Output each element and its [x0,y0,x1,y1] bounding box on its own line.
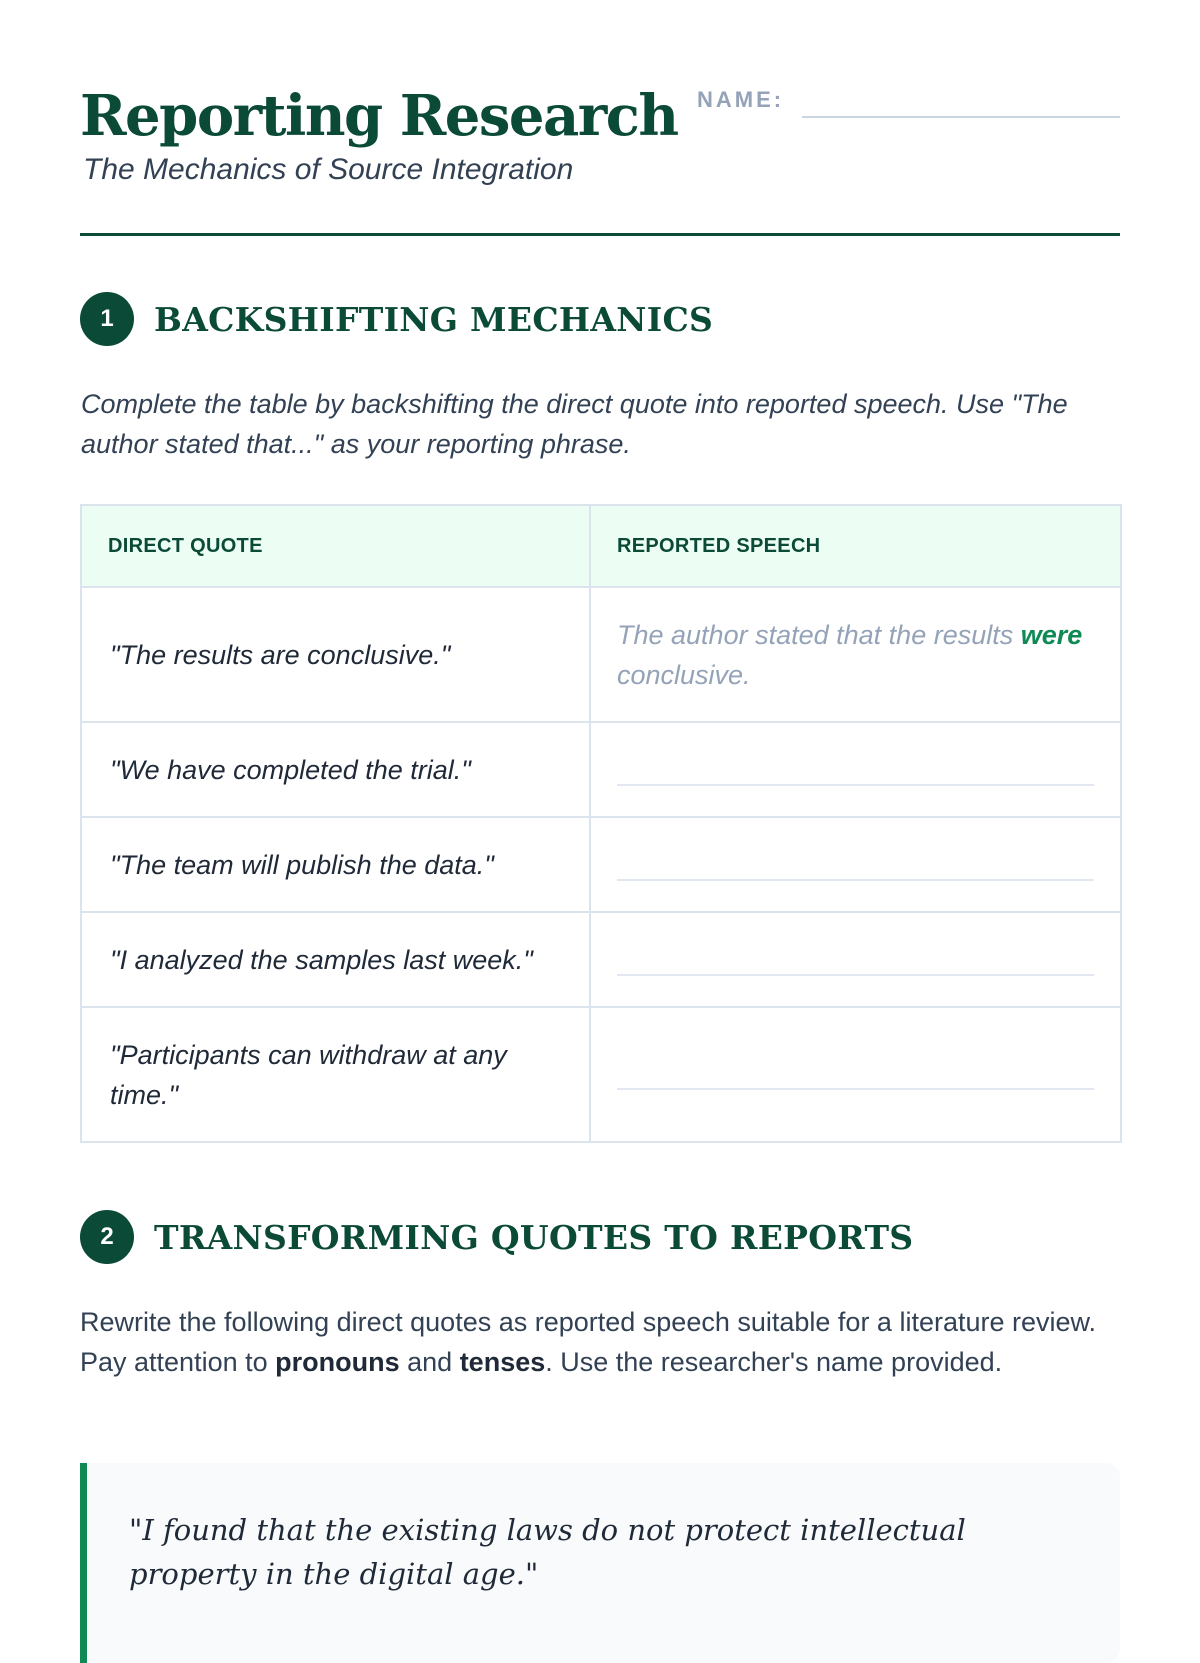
column-header-direct-quote: DIRECT QUOTE [81,505,590,587]
reported-speech-answer-cell[interactable] [590,1007,1121,1142]
backshifting-table [80,504,1122,1143]
reported-speech-answer-cell[interactable] [590,817,1121,912]
name-field-line[interactable] [802,116,1120,118]
section-2-heading [80,1210,913,1264]
reported-speech-answer-cell[interactable] [590,912,1121,1007]
section-number-badge: 2 [80,1210,134,1264]
table-header-row [81,505,1121,587]
section-title: BACKSHIFTING MECHANICS [154,299,714,339]
example-answer-cell [590,587,1121,722]
table-row [81,1007,1121,1142]
direct-quote-cell: "The team will publish the data." [81,817,590,912]
section-1-heading [80,292,713,346]
backshifted-verb: were [1020,619,1083,650]
table-row [81,817,1121,912]
answer-line[interactable] [617,784,1094,786]
table-row [81,722,1121,817]
answer-line[interactable] [617,974,1094,976]
direct-quote-cell: "The results are conclusive." [81,587,590,722]
direct-quote-cell: "I analyzed the samples last week." [81,912,590,1007]
section-number-badge: 1 [80,292,134,346]
reported-speech-answer-cell[interactable] [590,722,1121,817]
column-header-reported-speech: REPORTED SPEECH [590,505,1121,587]
section-2-instructions: Rewrite the following direct quotes as reported speech suitable for a literature review. Pay attention to pronouns and tenses. Use the researcher's name provided. [80,1307,1097,1377]
direct-quote-cell: "We have completed the trial." [81,722,590,817]
direct-quote-cell: "Participants can withdraw at any time." [81,1007,590,1142]
table-row [81,912,1121,1007]
section-1-instructions: Complete the table by backshifting the direct quote into reported speech. Use "The author stated that..." as your reporting phrase. [81,389,1068,459]
quote-card [80,1463,1120,1663]
example-answer: The author stated that the results were conclusive. [617,619,1083,690]
quote-text: "I found that the existing laws do not protect intellectual property in the digital age." [129,1513,966,1591]
table-row-example [81,587,1121,722]
answer-line[interactable] [617,879,1094,881]
page-subtitle: The Mechanics of Source Integration [83,153,574,186]
answer-line[interactable] [617,1088,1094,1090]
section-title: TRANSFORMING QUOTES TO REPORTS [154,1217,914,1257]
worksheet-header [80,0,1120,236]
name-label: NAME: [697,87,785,112]
page-title: Reporting Research [80,83,678,149]
